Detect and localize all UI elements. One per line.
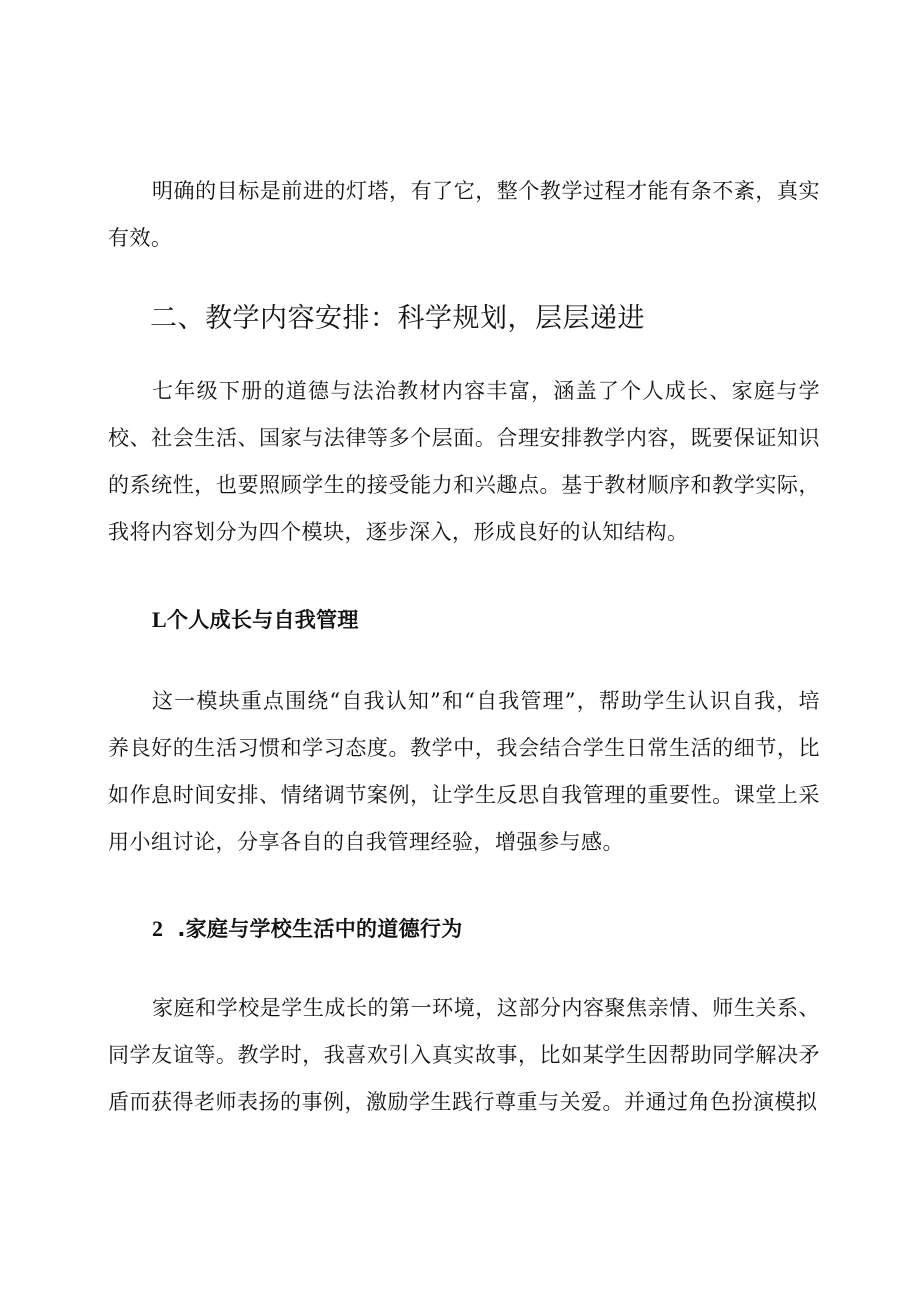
paragraph-personal-growth: 这一模块重点围绕“自我认知”和“自我管理”，帮助学生认识自我，培养良好的生活习惯和学习态度。教学中，我会结合学生日常生活的细节，比如作息时间安排、情绪调节案例，让学生反思自我管理的重要性。课堂上采用小组讨论，分享各自的自我管理经验，增强参与感。 bbox=[108, 689, 820, 854]
subheading-text: .家庭与学校生活中的道德行为 bbox=[177, 917, 463, 941]
subheading-family-school bbox=[152, 911, 463, 947]
subheading-number: 2 bbox=[152, 916, 164, 941]
subheading-personal-growth bbox=[152, 602, 359, 638]
paragraph-goal-summary: 明确的目标是前进的灯塔，有了它，整个教学过程才能有条不紊，真实有效。 bbox=[108, 179, 820, 250]
paragraph-family-school: 家庭和学校是学生成长的第一环境，这部分内容聚焦亲情、师生关系、同学友谊等。教学时，我喜欢引入真实故事，比如某学生因帮助同学解决矛盾而获得老师表扬的事例，激励学生践行尊重与关爱。并通过角色扮演模拟 bbox=[108, 996, 820, 1114]
subheading-number: L bbox=[152, 607, 167, 632]
subheading-text: 个人成长与自我管理 bbox=[166, 608, 359, 632]
paragraph-content-overview: 七年级下册的道德与法治教材内容丰富，涵盖了个人成长、家庭与学校、社会生活、国家与法律等多个层面。合理安排教学内容，既要保证知识的系统性，也要照顾学生的接受能力和兴趣点。基于教材顺序和教学实际，我将内容划分为四个模块，逐步深入，形成良好的认知结构。 bbox=[108, 379, 820, 544]
section-heading-teaching-content: 二、教学内容安排：科学规划，层层递进 bbox=[150, 303, 645, 334]
